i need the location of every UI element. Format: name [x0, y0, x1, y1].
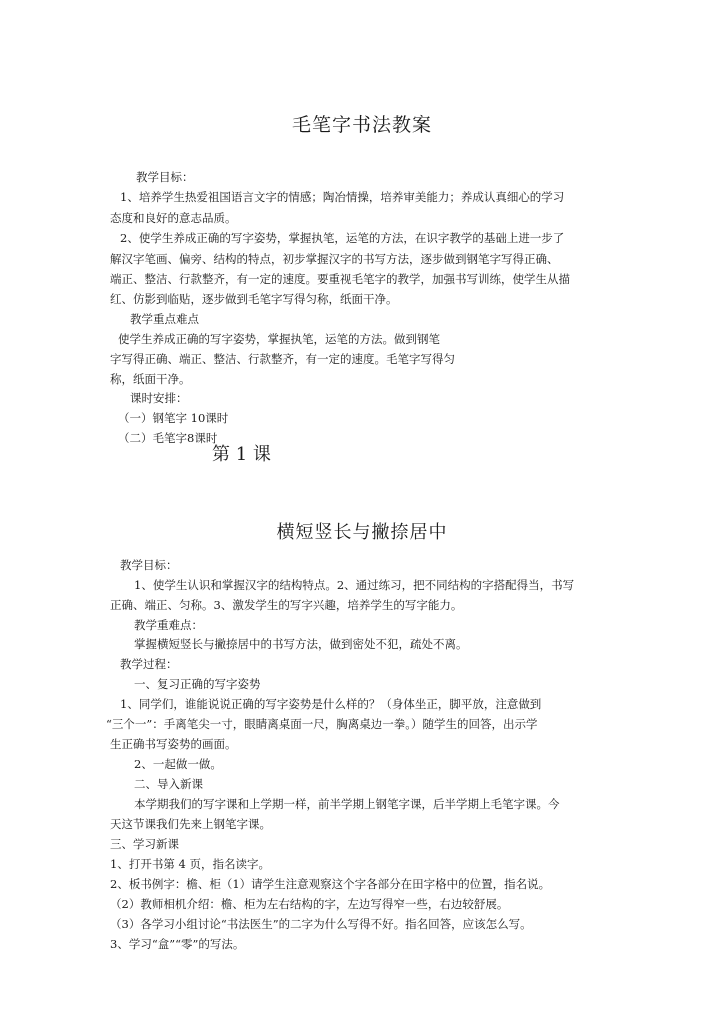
key-points-line-2: 字写得正确、端正、整洁、行款整齐，有一定的速度。毛笔字写得匀 [110, 352, 455, 366]
part-3-item-4: （3）各学习小组讨论“书法医生”的二字为什么写得不好。指名回答，应该怎么写。 [110, 917, 532, 931]
lesson-number-heading: 第 1 课 [212, 444, 271, 465]
lesson-key-line: 掌握横短竖长与撇捺居中的书写方法，做到密处不犯，疏处不离。 [134, 637, 468, 651]
goal-1-line-2: 态度和良好的意志品质。 [110, 211, 237, 225]
part-3-heading: 三、学习新课 [110, 837, 179, 851]
part-2-heading: 二、导入新课 [134, 777, 203, 791]
goal-2-line-1: 2、使学生养成正确的写字姿势，掌握执笔，运笔的方法，在识字教学的基础上进一步了 [120, 231, 565, 245]
schedule-item-1: （一）钢笔字 10课时 [118, 411, 229, 425]
part-3-item-2: 2、板书例字：檐、柜（1）请学生注意观察这个字各部分在田字格中的位置，指名说。 [110, 877, 551, 891]
part-3-item-1: 1、打开书第 4 页，指名读字。 [110, 857, 270, 871]
process-heading: 教学过程： [120, 657, 178, 671]
lesson-goal-line-1: 1、使学生认识和掌握汉字的结构特点。2、通过练习，把不同结构的字搭配得当，书写 [134, 578, 575, 592]
goal-2-line-2: 解汉字笔画、偏旁、结构的特点，初步掌握汉字的书写方法，逐步做到钢笔字写得正确、 [110, 252, 559, 266]
goal-2-line-3: 端正、整洁、行款整齐，有一定的速度。要重视毛笔字的教学，加强书写训练，使学生从描 [110, 272, 570, 286]
part-1-line-1: 1、同学们，谁能说说正确的写字姿势是什么样的？（身体坐正，脚平放，注意做到 [120, 697, 542, 711]
key-points-line-3: 称，纸面干净。 [110, 372, 191, 386]
goal-1-line-1: 1、培养学生热爱祖国语言文字的情感；陶冶情操，培养审美能力；养成认真细心的学习 [120, 190, 565, 204]
schedule-item-2: （二）毛笔字8课时 [118, 431, 218, 445]
lesson-key-heading: 教学重难点： [134, 618, 203, 632]
document-title: 毛笔字书法教案 [291, 114, 432, 136]
part-3-item-5: 3、学习“盒”“零”的写法。 [110, 937, 245, 951]
lesson-goals-heading: 教学目标： [120, 558, 178, 572]
part-1-item-2: 2、一起做一做。 [134, 757, 222, 771]
part-1-line-2: “三个一”：手离笔尖一寸，眼睛离桌面一尺，胸离桌边一拳。）随学生的回答，出示学 [106, 717, 538, 731]
part-1-line-3: 生正确书写姿势的画面。 [110, 737, 237, 751]
goals-heading: 教学目标： [136, 170, 194, 184]
schedule-heading: 课时安排： [130, 391, 188, 405]
part-1-heading: 一、复习正确的写字姿势 [134, 677, 261, 691]
part-2-line-1: 本学期我们的写字课和上学期一样，前半学期上钢笔字课，后半学期上毛笔字课。今 [134, 797, 560, 811]
key-points-heading: 教学重点难点 [130, 312, 199, 326]
key-points-line-1: 使学生养成正确的写字姿势，掌握执笔，运笔的方法。做到钢笔 [118, 332, 440, 346]
lesson-title: 横短竖长与撇捺居中 [276, 522, 448, 543]
goal-2-line-4: 红、仿影到临贴，逐步做到毛笔字写得匀称，纸面干净。 [110, 292, 398, 306]
part-3-item-3: （2）教师相机介绍：檐、柜为左右结构的字，左边写得窄一些，右边较舒展。 [110, 897, 509, 911]
part-2-line-2: 天这节课我们先来上钢笔字课。 [110, 817, 271, 831]
lesson-goal-line-2: 正确、端正、匀称。3、激发学生的写字兴趣，培养学生的写字能力。 [110, 598, 463, 612]
